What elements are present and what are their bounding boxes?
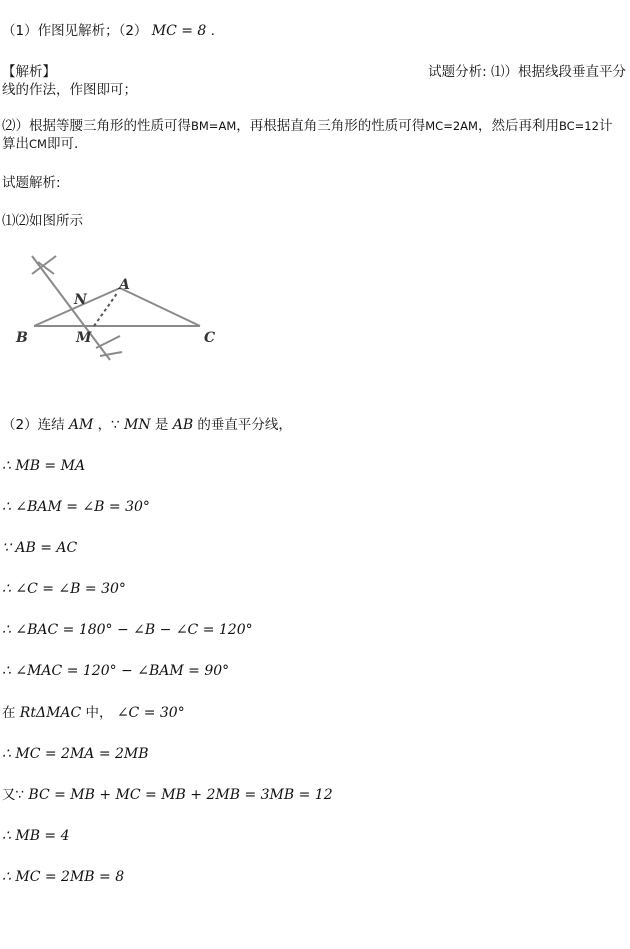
analysis-formula: CM: [29, 137, 47, 151]
step-text: 中，: [85, 705, 113, 721]
step-text: 的垂直平分线，: [197, 417, 292, 433]
analysis-header: 【解析】: [2, 64, 56, 80]
analysis-line2: 线的作法，作图即可；: [2, 82, 137, 98]
analysis-line4: [2, 135, 78, 153]
step-math: ∠C = 30°: [116, 705, 185, 721]
arc-mark-bottom: [96, 336, 120, 348]
solution-header: 试题解析:: [2, 175, 61, 191]
step-math: MN: [124, 417, 151, 433]
analysis-formula: BM=AM: [191, 119, 237, 133]
analysis-line3: [2, 117, 612, 135]
step-text: 又∵: [2, 787, 25, 803]
analysis-formula: BC=12: [558, 119, 599, 133]
analysis-text: 即可.: [46, 136, 79, 152]
segment-AC: [120, 288, 200, 326]
answer-line: [2, 22, 215, 40]
step-11: ∴ MB = 4: [2, 828, 70, 844]
step-math: AB: [172, 417, 194, 433]
analysis-text: ，再根据直角三角形的性质可得: [236, 118, 426, 134]
answer-expr: MC = 8: [151, 23, 207, 39]
step-12: ∴ MC = 2MB = 8: [2, 869, 125, 885]
step-2: ∴ MB = MA: [2, 458, 86, 474]
step-text: ，∵: [97, 417, 120, 433]
step-9: ∴ MC = 2MA = 2MB: [2, 746, 149, 762]
step-10: [2, 786, 333, 804]
step-math: AM: [68, 417, 94, 433]
step-text: （2）连结: [2, 417, 65, 433]
analysis-text: 计: [598, 118, 613, 134]
step-5: ∴ ∠C = ∠B = 30°: [2, 581, 126, 597]
solution-step1: ⑴⑵如图所示: [2, 213, 83, 229]
step-8: [2, 704, 185, 722]
step-3: ∴ ∠BAM = ∠B = 30°: [2, 499, 150, 515]
label-M: M: [76, 330, 92, 346]
analysis-right-text: 试题分析: ⑴）根据线段垂直平分: [428, 64, 626, 80]
step-4: ∵ AB = AC: [2, 540, 78, 556]
analysis-text: ，然后再利用: [477, 118, 559, 134]
label-N: N: [74, 292, 87, 308]
step-1: [2, 416, 292, 434]
step-text: 是: [154, 417, 169, 433]
answer-end: .: [210, 23, 215, 39]
answer-parts: （1）作图见解析；（2）: [2, 23, 148, 39]
bisector-line: [32, 256, 110, 360]
step-text: 在: [2, 705, 16, 721]
analysis-text: ⑵）根据等腰三角形的性质可得: [2, 118, 191, 134]
analysis-text: 算出: [2, 136, 29, 152]
geometry-figure: [10, 248, 250, 378]
step-math: RtΔMAC: [19, 705, 82, 721]
label-B: B: [16, 330, 28, 346]
label-A: A: [119, 277, 130, 293]
label-C: C: [204, 330, 216, 346]
step-math: BC = MB + MC = MB + 2MB = 3MB = 12: [28, 787, 333, 803]
analysis-formula: MC=2AM: [425, 119, 478, 133]
step-7: ∴ ∠MAC = 120° − ∠BAM = 90°: [2, 663, 230, 679]
step-6: ∴ ∠BAC = 180° − ∠B − ∠C = 120°: [2, 622, 253, 638]
